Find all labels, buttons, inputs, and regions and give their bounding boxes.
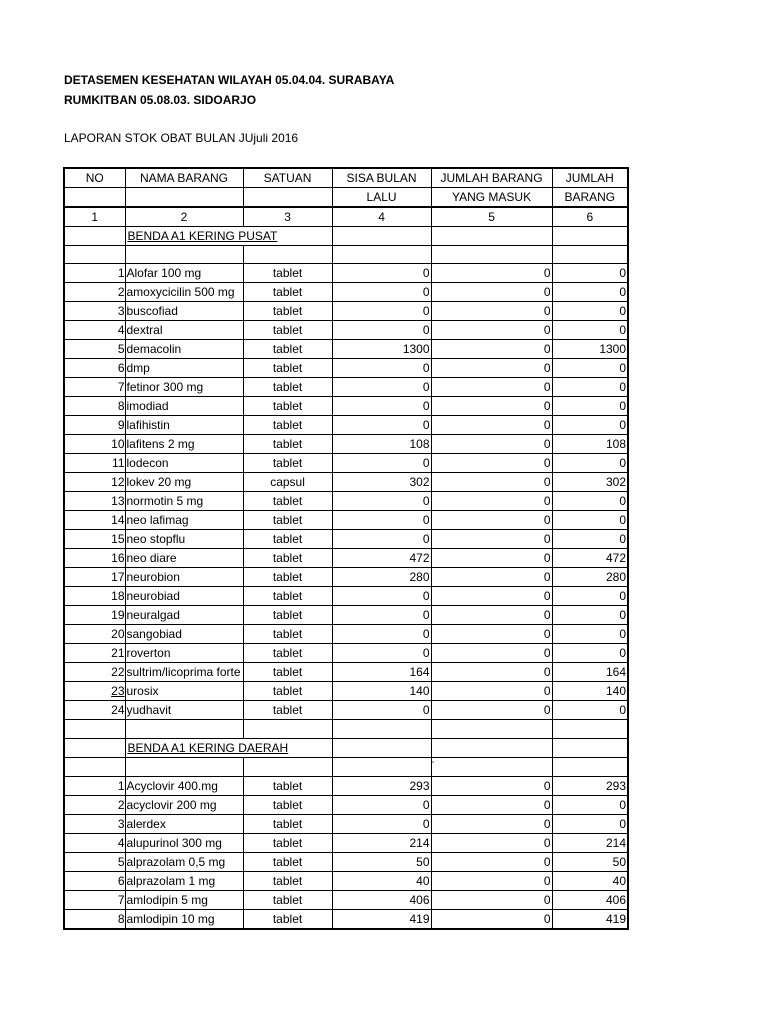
item-no: 7 <box>64 378 125 397</box>
item-unit: tablet <box>243 568 332 587</box>
item-name: yudhavit <box>125 701 243 720</box>
item-jumlah-masuk: 0 <box>431 606 552 625</box>
item-jumlah-masuk: 0 <box>431 492 552 511</box>
item-sisa-bulan-lalu: 0 <box>332 302 431 321</box>
item-jumlah-barang: 0 <box>552 701 628 720</box>
item-jumlah-barang: 0 <box>552 795 628 814</box>
item-unit: tablet <box>243 511 332 530</box>
table-row <box>64 871 628 890</box>
table-row <box>64 473 628 492</box>
table-row <box>64 890 628 909</box>
item-no: 5 <box>64 340 125 359</box>
table-row <box>64 549 628 568</box>
table-header-row-2 <box>64 188 628 208</box>
item-jumlah-masuk: 0 <box>431 890 552 909</box>
col-index: 2 <box>125 207 243 227</box>
item-unit: tablet <box>243 871 332 890</box>
item-unit: tablet <box>243 814 332 833</box>
item-jumlah-masuk: 0 <box>431 682 552 701</box>
item-sisa-bulan-lalu: 0 <box>332 378 431 397</box>
item-sisa-bulan-lalu: 40 <box>332 871 431 890</box>
section-title: BENDA A1 KERING PUSAT <box>125 227 332 246</box>
item-no: 6 <box>64 871 125 890</box>
item-name: acyclovir 200 mg <box>125 795 243 814</box>
item-jumlah-barang: 0 <box>552 644 628 663</box>
item-jumlah-masuk: 0 <box>431 435 552 454</box>
item-jumlah-masuk: 0 <box>431 340 552 359</box>
item-no: 14 <box>64 511 125 530</box>
table-row <box>64 435 628 454</box>
item-sisa-bulan-lalu: 0 <box>332 416 431 435</box>
item-no: 1 <box>64 264 125 283</box>
item-jumlah-masuk: 0 <box>431 568 552 587</box>
item-unit: capsul <box>243 473 332 492</box>
table-row <box>64 606 628 625</box>
table-row <box>64 454 628 473</box>
item-name: lafihistin <box>125 416 243 435</box>
item-jumlah-masuk: 0 <box>431 302 552 321</box>
table-header-row <box>64 168 628 188</box>
item-sisa-bulan-lalu: 0 <box>332 795 431 814</box>
item-jumlah-masuk: 0 <box>431 359 552 378</box>
item-no: 9 <box>64 416 125 435</box>
item-no: 21 <box>64 644 125 663</box>
item-no: 2 <box>64 795 125 814</box>
item-sisa-bulan-lalu: 293 <box>332 776 431 795</box>
stray-mark: ` <box>431 757 552 776</box>
item-jumlah-barang: 0 <box>552 359 628 378</box>
col-index: 1 <box>64 207 125 227</box>
item-no: 3 <box>64 814 125 833</box>
item-jumlah-barang: 302 <box>552 473 628 492</box>
item-sisa-bulan-lalu: 108 <box>332 435 431 454</box>
item-name: imodiad <box>125 397 243 416</box>
item-unit: tablet <box>243 340 332 359</box>
item-name: normotin 5 mg <box>125 492 243 511</box>
item-unit: tablet <box>243 454 332 473</box>
item-name: urosix <box>125 682 243 701</box>
item-jumlah-barang: 293 <box>552 776 628 795</box>
item-unit: tablet <box>243 890 332 909</box>
col-header-sisa-2: LALU <box>332 188 431 208</box>
report-title: LAPORAN STOK OBAT BULAN JUjuli 2016 <box>64 131 299 145</box>
col-index: 6 <box>552 207 628 227</box>
table-row <box>64 682 628 701</box>
table-row <box>64 644 628 663</box>
item-sisa-bulan-lalu: 1300 <box>332 340 431 359</box>
item-name: roverton <box>125 644 243 663</box>
item-jumlah-masuk: 0 <box>431 871 552 890</box>
item-no: 7 <box>64 890 125 909</box>
item-jumlah-barang: 0 <box>552 587 628 606</box>
item-unit: tablet <box>243 283 332 302</box>
table-row <box>64 625 628 644</box>
item-jumlah-barang: 0 <box>552 814 628 833</box>
item-jumlah-masuk: 0 <box>431 587 552 606</box>
item-jumlah-masuk: 0 <box>431 814 552 833</box>
table-row <box>64 833 628 852</box>
table-row <box>64 511 628 530</box>
item-jumlah-barang: 40 <box>552 871 628 890</box>
item-name: fetinor 300 mg <box>125 378 243 397</box>
item-jumlah-masuk: 0 <box>431 625 552 644</box>
item-unit: tablet <box>243 682 332 701</box>
item-jumlah-barang: 1300 <box>552 340 628 359</box>
item-sisa-bulan-lalu: 0 <box>332 644 431 663</box>
col-index: 4 <box>332 207 431 227</box>
table-row <box>64 492 628 511</box>
item-jumlah-masuk: 0 <box>431 663 552 682</box>
item-sisa-bulan-lalu: 302 <box>332 473 431 492</box>
item-jumlah-barang: 0 <box>552 492 628 511</box>
item-sisa-bulan-lalu: 50 <box>332 852 431 871</box>
item-no: 16 <box>64 549 125 568</box>
item-name: demacolin <box>125 340 243 359</box>
item-sisa-bulan-lalu: 164 <box>332 663 431 682</box>
item-jumlah-masuk: 0 <box>431 454 552 473</box>
item-jumlah-barang: 0 <box>552 378 628 397</box>
section-title-row <box>64 227 628 246</box>
item-jumlah-barang: 406 <box>552 890 628 909</box>
item-jumlah-masuk: 0 <box>431 321 552 340</box>
item-jumlah-barang: 0 <box>552 530 628 549</box>
item-jumlah-barang: 50 <box>552 852 628 871</box>
item-jumlah-masuk: 0 <box>431 416 552 435</box>
table-row <box>64 302 628 321</box>
item-name: lokev 20 mg <box>125 473 243 492</box>
item-sisa-bulan-lalu: 0 <box>332 701 431 720</box>
item-unit: tablet <box>243 492 332 511</box>
item-unit: tablet <box>243 397 332 416</box>
spacer-row <box>64 720 628 738</box>
item-unit: tablet <box>243 378 332 397</box>
item-name: neo stopflu <box>125 530 243 549</box>
item-name: Acyclovir 400.mg <box>125 776 243 795</box>
item-jumlah-barang: 108 <box>552 435 628 454</box>
item-no: 18 <box>64 587 125 606</box>
item-unit: tablet <box>243 833 332 852</box>
item-name: lafitens 2 mg <box>125 435 243 454</box>
item-unit: tablet <box>243 264 332 283</box>
table-row <box>64 909 628 929</box>
item-sisa-bulan-lalu: 472 <box>332 549 431 568</box>
item-unit: tablet <box>243 663 332 682</box>
stock-table <box>63 167 629 930</box>
item-no: 17 <box>64 568 125 587</box>
item-name: amoxycicilin 500 mg <box>125 283 243 302</box>
item-jumlah-barang: 0 <box>552 321 628 340</box>
item-sisa-bulan-lalu: 0 <box>332 530 431 549</box>
item-unit: tablet <box>243 795 332 814</box>
item-name: neurobiad <box>125 587 243 606</box>
item-name: sangobiad <box>125 625 243 644</box>
item-sisa-bulan-lalu: 406 <box>332 890 431 909</box>
item-jumlah-masuk: 0 <box>431 264 552 283</box>
item-jumlah-barang: 214 <box>552 833 628 852</box>
item-unit: tablet <box>243 435 332 454</box>
item-no: 1 <box>64 776 125 795</box>
spacer-row <box>64 246 628 264</box>
item-sisa-bulan-lalu: 140 <box>332 682 431 701</box>
item-unit: tablet <box>243 625 332 644</box>
spacer-row <box>64 757 628 776</box>
col-header-nama: NAMA BARANG <box>125 168 243 188</box>
item-jumlah-masuk: 0 <box>431 530 552 549</box>
section-title-row <box>64 738 628 757</box>
item-sisa-bulan-lalu: 0 <box>332 511 431 530</box>
item-name: sultrim/licoprima forte <box>125 663 243 682</box>
item-name: Alofar 100 mg <box>125 264 243 283</box>
item-jumlah-masuk: 0 <box>431 833 552 852</box>
item-name: amlodipin 10 mg <box>125 909 243 929</box>
item-jumlah-barang: 0 <box>552 283 628 302</box>
item-jumlah-masuk: 0 <box>431 283 552 302</box>
col-header-jumlah: JUMLAH <box>552 168 628 188</box>
item-sisa-bulan-lalu: 0 <box>332 454 431 473</box>
item-name: dextral <box>125 321 243 340</box>
item-jumlah-barang: 0 <box>552 511 628 530</box>
col-header-no: NO <box>64 168 125 188</box>
item-unit: tablet <box>243 606 332 625</box>
item-no: 20 <box>64 625 125 644</box>
table-row <box>64 776 628 795</box>
item-unit: tablet <box>243 302 332 321</box>
item-unit: tablet <box>243 321 332 340</box>
item-jumlah-barang: 0 <box>552 397 628 416</box>
item-jumlah-barang: 0 <box>552 625 628 644</box>
item-jumlah-masuk: 0 <box>431 549 552 568</box>
item-jumlah-barang: 164 <box>552 663 628 682</box>
item-no: 24 <box>64 701 125 720</box>
item-unit: tablet <box>243 909 332 929</box>
table-row <box>64 814 628 833</box>
column-index-row <box>64 207 628 227</box>
col-header-satuan: SATUAN <box>243 168 332 188</box>
item-sisa-bulan-lalu: 0 <box>332 264 431 283</box>
item-name: alprazolam 0,5 mg <box>125 852 243 871</box>
item-sisa-bulan-lalu: 0 <box>332 283 431 302</box>
item-sisa-bulan-lalu: 214 <box>332 833 431 852</box>
table-row <box>64 795 628 814</box>
item-unit: tablet <box>243 644 332 663</box>
item-no: 13 <box>64 492 125 511</box>
item-jumlah-barang: 0 <box>552 454 628 473</box>
table-row <box>64 852 628 871</box>
item-jumlah-barang: 419 <box>552 909 628 929</box>
item-no: 2 <box>64 283 125 302</box>
item-sisa-bulan-lalu: 280 <box>332 568 431 587</box>
item-name: amlodipin 5 mg <box>125 890 243 909</box>
col-header-masuk-2: YANG MASUK <box>431 188 552 208</box>
item-unit: tablet <box>243 530 332 549</box>
item-jumlah-barang: 0 <box>552 606 628 625</box>
item-unit: tablet <box>243 852 332 871</box>
item-sisa-bulan-lalu: 0 <box>332 397 431 416</box>
item-jumlah-masuk: 0 <box>431 701 552 720</box>
header-hospital-name: RUMKITBAN 05.08.03. SIDOARJO <box>64 93 257 107</box>
item-sisa-bulan-lalu: 0 <box>332 321 431 340</box>
col-header-jumlah-2: BARANG <box>552 188 628 208</box>
table-row <box>64 530 628 549</box>
item-jumlah-masuk: 0 <box>431 511 552 530</box>
item-jumlah-masuk: 0 <box>431 473 552 492</box>
item-sisa-bulan-lalu: 0 <box>332 606 431 625</box>
item-sisa-bulan-lalu: 0 <box>332 492 431 511</box>
section-title: BENDA A1 KERING DAERAH <box>125 738 332 757</box>
item-sisa-bulan-lalu: 0 <box>332 814 431 833</box>
item-no: 22 <box>64 663 125 682</box>
item-name: lodecon <box>125 454 243 473</box>
item-no: 10 <box>64 435 125 454</box>
table-row <box>64 663 628 682</box>
item-no: 23 <box>64 682 125 701</box>
item-jumlah-masuk: 0 <box>431 397 552 416</box>
table-row <box>64 701 628 720</box>
item-no: 4 <box>64 833 125 852</box>
item-jumlah-masuk: 0 <box>431 795 552 814</box>
item-no: 3 <box>64 302 125 321</box>
item-unit: tablet <box>243 359 332 378</box>
header-unit-name: DETASEMEN KESEHATAN WILAYAH 05.04.04. SURABAYA <box>64 73 395 87</box>
item-jumlah-barang: 472 <box>552 549 628 568</box>
item-no: 8 <box>64 909 125 929</box>
item-name: alupurinol 300 mg <box>125 833 243 852</box>
item-unit: tablet <box>243 416 332 435</box>
item-jumlah-masuk: 0 <box>431 644 552 663</box>
item-name: neo lafimag <box>125 511 243 530</box>
col-header-sisa: SISA BULAN <box>332 168 431 188</box>
item-no: 11 <box>64 454 125 473</box>
item-no: 8 <box>64 397 125 416</box>
table-row <box>64 283 628 302</box>
table-row <box>64 340 628 359</box>
table-row <box>64 264 628 283</box>
col-index: 3 <box>243 207 332 227</box>
item-no: 12 <box>64 473 125 492</box>
item-sisa-bulan-lalu: 0 <box>332 625 431 644</box>
item-sisa-bulan-lalu: 0 <box>332 359 431 378</box>
table-row <box>64 378 628 397</box>
item-name: dmp <box>125 359 243 378</box>
item-name: alprazolam 1 mg <box>125 871 243 890</box>
table-row <box>64 397 628 416</box>
item-sisa-bulan-lalu: 419 <box>332 909 431 929</box>
item-no: 19 <box>64 606 125 625</box>
item-name: neuralgad <box>125 606 243 625</box>
col-header-masuk: JUMLAH BARANG <box>431 168 552 188</box>
item-unit: tablet <box>243 701 332 720</box>
item-jumlah-barang: 0 <box>552 264 628 283</box>
item-name: neurobion <box>125 568 243 587</box>
col-index: 5 <box>431 207 552 227</box>
item-jumlah-masuk: 0 <box>431 776 552 795</box>
item-jumlah-masuk: 0 <box>431 378 552 397</box>
item-jumlah-barang: 0 <box>552 302 628 321</box>
table-row <box>64 587 628 606</box>
item-jumlah-masuk: 0 <box>431 909 552 929</box>
table-row <box>64 359 628 378</box>
item-sisa-bulan-lalu: 0 <box>332 587 431 606</box>
item-no: 5 <box>64 852 125 871</box>
item-name: neo diare <box>125 549 243 568</box>
table-row <box>64 416 628 435</box>
item-no: 15 <box>64 530 125 549</box>
item-unit: tablet <box>243 549 332 568</box>
item-unit: tablet <box>243 587 332 606</box>
item-name: alerdex <box>125 814 243 833</box>
item-jumlah-masuk: 0 <box>431 852 552 871</box>
item-no: 6 <box>64 359 125 378</box>
item-jumlah-barang: 0 <box>552 416 628 435</box>
item-name: buscofiad <box>125 302 243 321</box>
item-unit: tablet <box>243 776 332 795</box>
table-row <box>64 568 628 587</box>
item-no: 4 <box>64 321 125 340</box>
table-row <box>64 321 628 340</box>
item-jumlah-barang: 280 <box>552 568 628 587</box>
item-jumlah-barang: 140 <box>552 682 628 701</box>
